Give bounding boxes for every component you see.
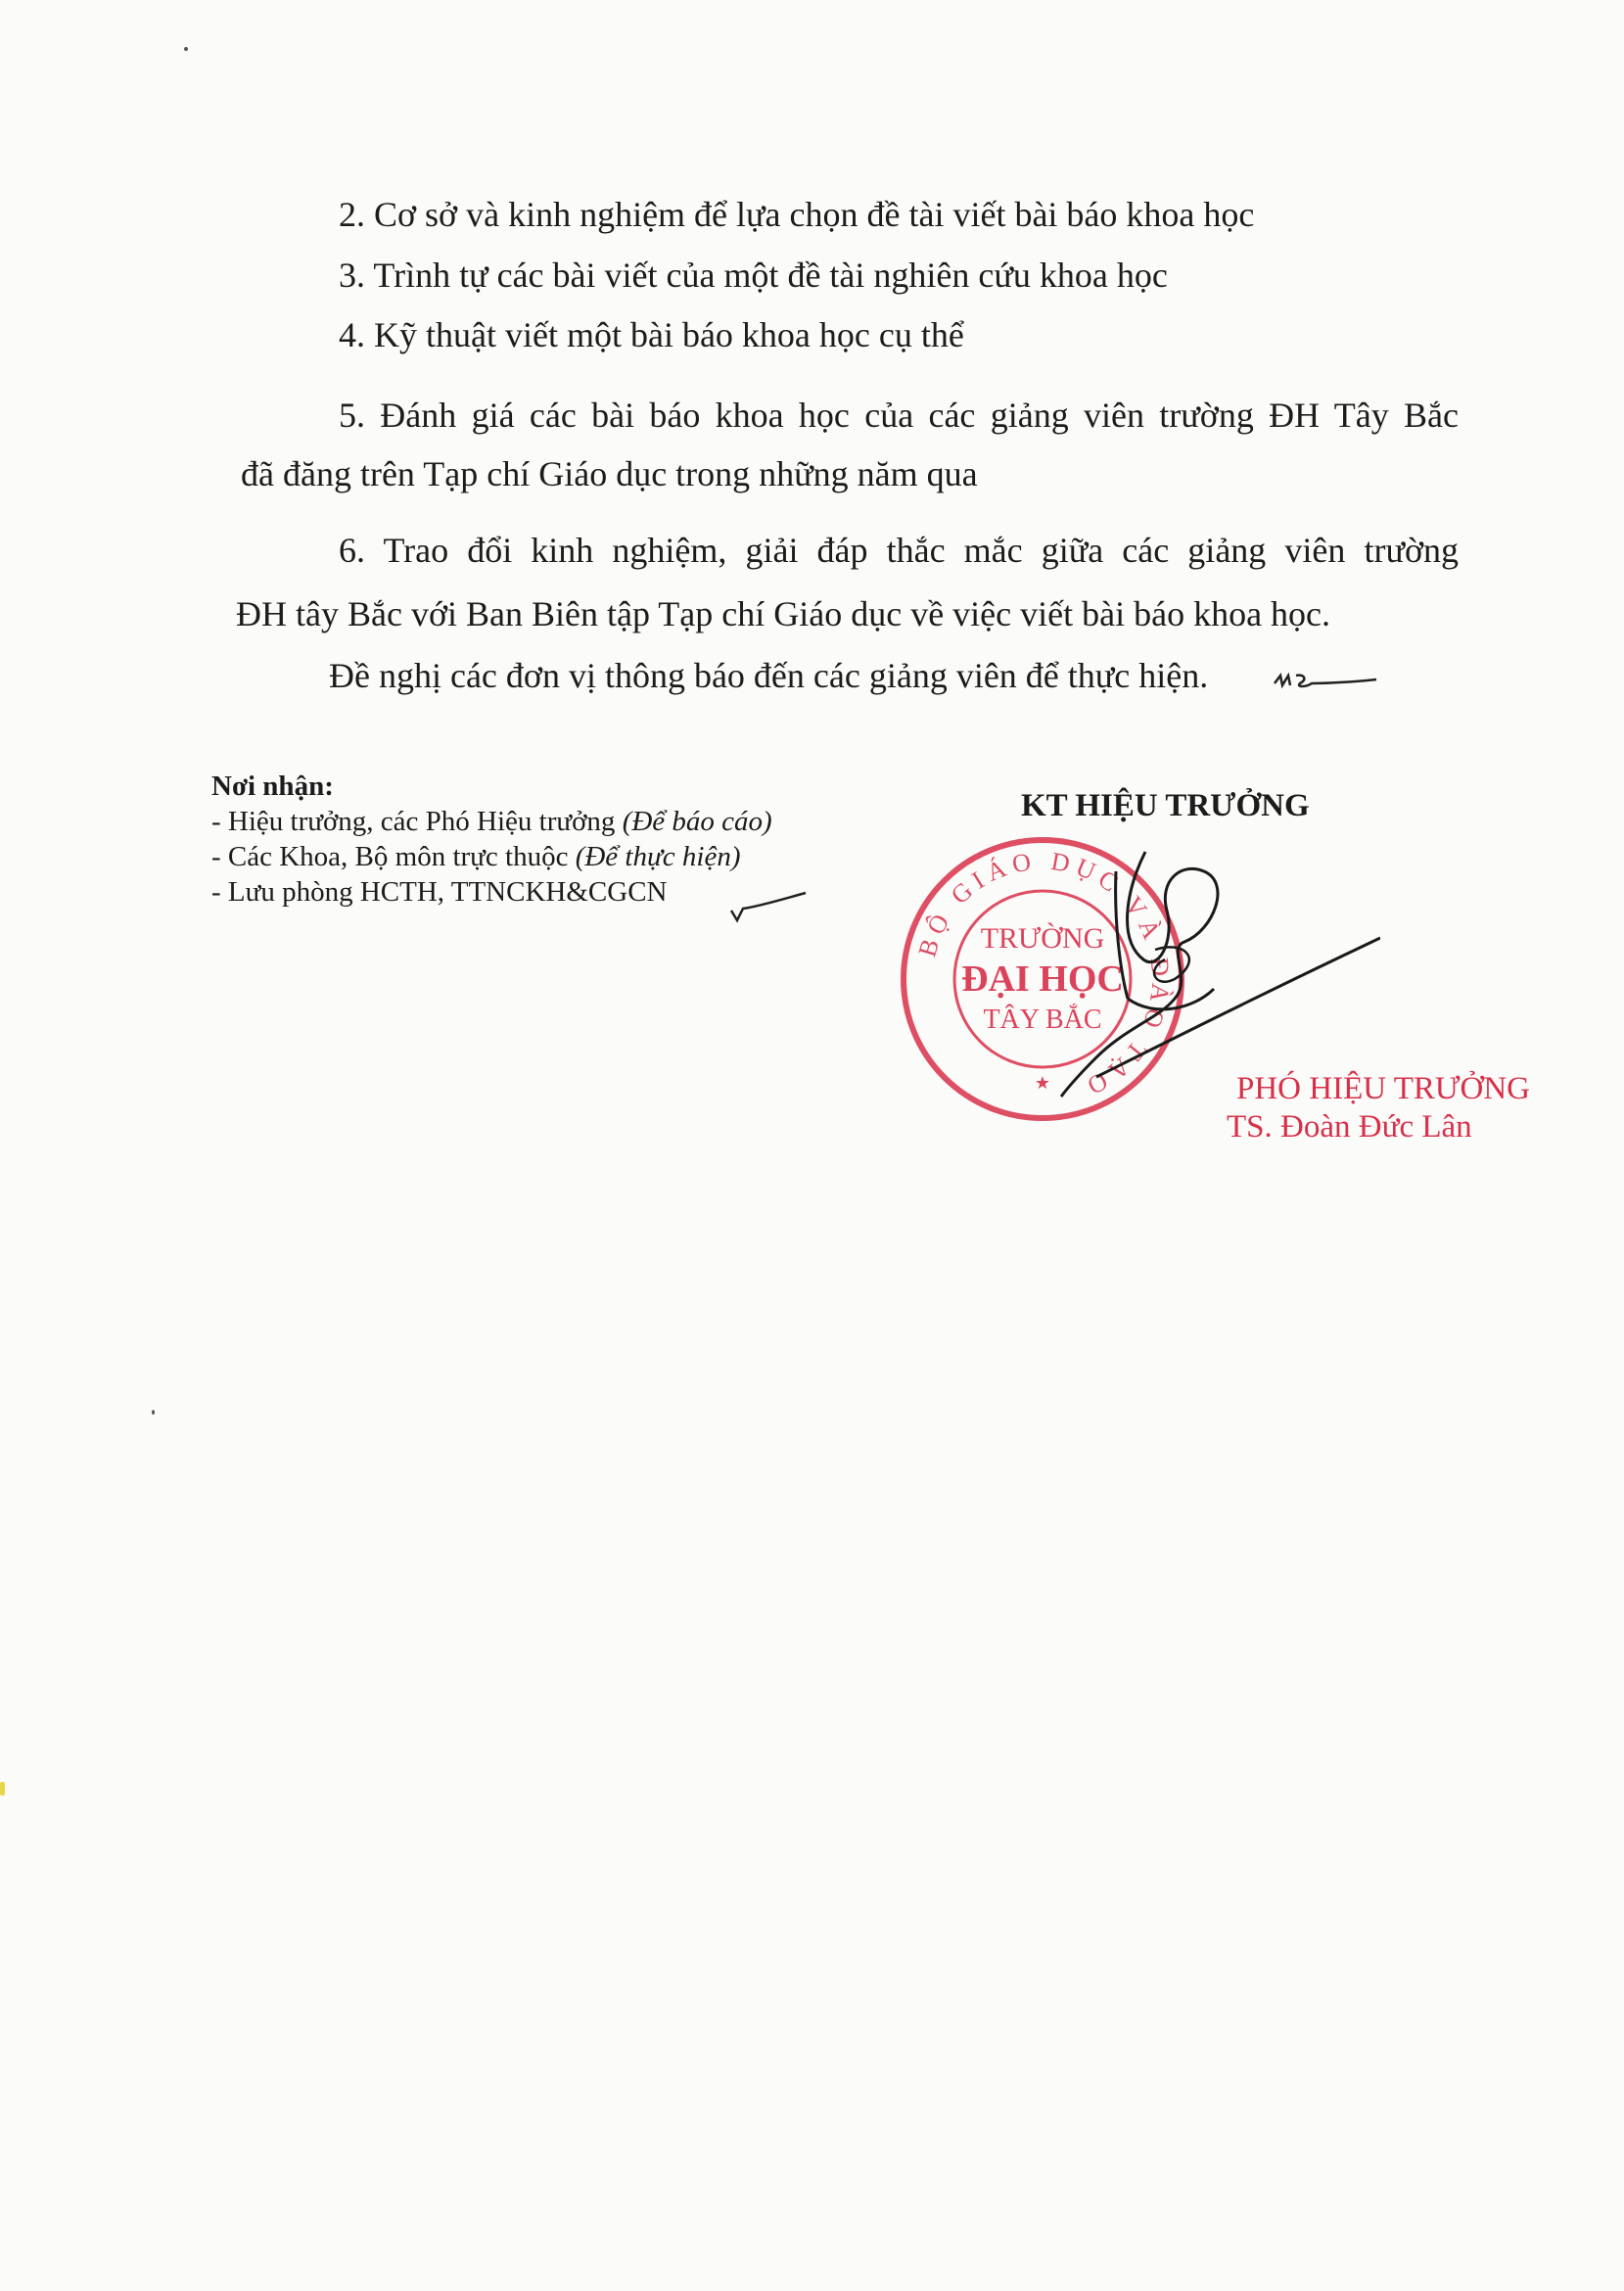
recipient-line-3-text: - Lưu phòng HCTH, TTNCKH&CGCN	[211, 876, 668, 908]
list-item-6-line-1: 6. Trao đổi kinh nghiệm, giải đáp thắc mắc giữa các giảng viên trường	[339, 531, 1459, 570]
list-item-4: 4. Kỹ thuật viết một bài báo khoa học cụ thể	[339, 315, 964, 354]
list-item-5-line-1: 5. Đánh giá các bài báo khoa học của các giảng viên trường ĐH Tây Bắc	[339, 396, 1459, 435]
handwritten-signature-icon	[1057, 832, 1380, 1106]
initial-scribble-icon	[1271, 662, 1378, 701]
recipient-line-2-note: (Để thực hiện)	[575, 841, 741, 872]
scan-speck	[184, 47, 188, 51]
list-item-3: 3. Trình tự các bài viết của một đề tài nghiên cứu khoa học	[339, 256, 1168, 295]
scan-mark	[0, 1782, 5, 1796]
svg-text:TÂY BẮC: TÂY BẮC	[983, 1005, 1102, 1035]
recipient-line-1-text: - Hiệu trưởng, các Phó Hiệu trưởng	[211, 806, 623, 837]
scan-speck	[152, 1410, 155, 1415]
signer-role: PHÓ HIỆU TRƯỞNG	[1236, 1071, 1530, 1106]
signer-name: TS. Đoàn Đức Lân	[1227, 1109, 1472, 1145]
recipient-line-2	[211, 839, 772, 874]
svg-text:BỘ GIÁO DỤC VÀ ĐÀO TẠO: BỘ GIÁO DỤC VÀ ĐÀO TẠO	[912, 846, 1176, 1103]
checkmark-scribble-icon	[729, 889, 808, 928]
recipient-line-2-text: - Các Khoa, Bộ môn trực thuộc	[211, 841, 576, 872]
closing-sentence: Đề nghị các đơn vị thông báo đến các giảng viên để thực hiện.	[329, 656, 1209, 695]
recipients-title: Nơi nhận:	[211, 771, 334, 802]
svg-text:★: ★	[1034, 1073, 1051, 1093]
recipient-line-1	[211, 804, 772, 839]
recipient-line-1-note: (Để báo cáo)	[622, 806, 772, 837]
list-item-5-line-2: đã đăng trên Tạp chí Giáo dục trong những năm qua	[241, 454, 978, 493]
recipient-line-3	[211, 874, 772, 910]
svg-text:ĐẠI HỌC: ĐẠI HỌC	[961, 958, 1124, 1000]
signature-title: KT HIỆU TRƯỞNG	[1021, 788, 1310, 823]
list-item-2: 2. Cơ sở và kinh nghiệm để lựa chọn đề tài viết bài báo khoa học	[339, 195, 1255, 234]
svg-text:TRƯỜNG: TRƯỜNG	[980, 922, 1105, 955]
list-item-6-line-2: ĐH tây Bắc với Ban Biên tập Tạp chí Giáo dục về việc viết bài báo khoa học.	[236, 594, 1331, 633]
recipients-block	[211, 769, 772, 910]
